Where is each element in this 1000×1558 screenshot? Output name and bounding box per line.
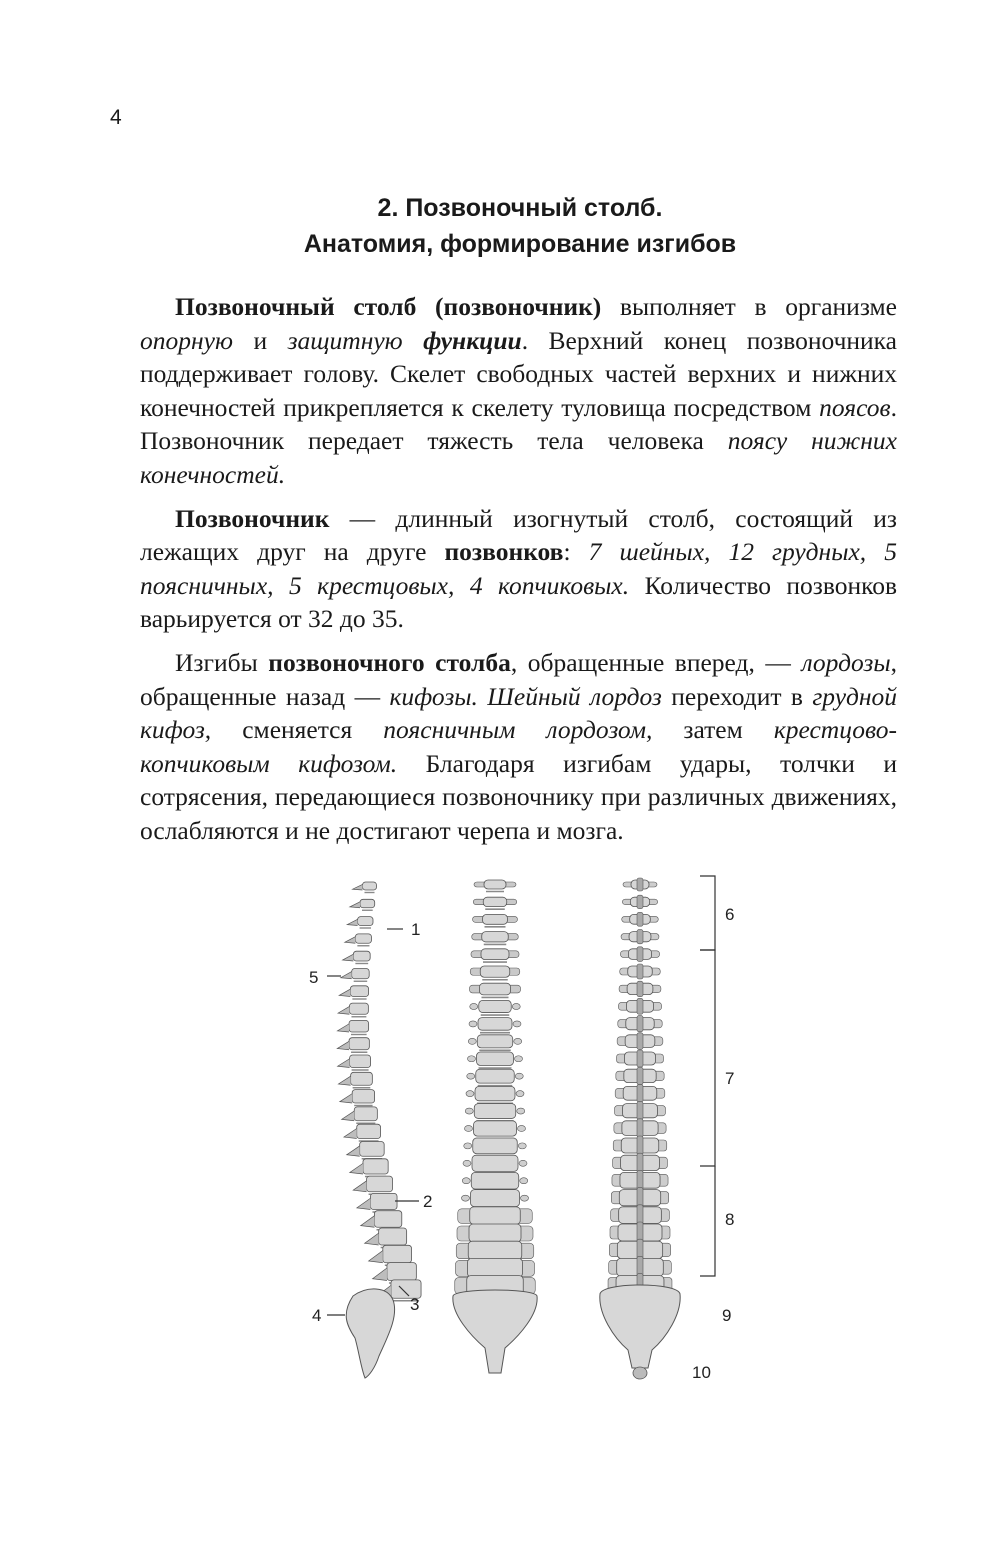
vertebra bbox=[465, 1121, 526, 1139]
vertebra bbox=[621, 930, 659, 944]
label-6: 6 bbox=[725, 905, 735, 924]
vertebra bbox=[352, 882, 376, 893]
emphasis: защитную bbox=[287, 325, 403, 355]
vertebra bbox=[462, 1172, 528, 1191]
vertebra bbox=[353, 1176, 392, 1194]
text: . Позвоночник передает тяжесть тела человека bbox=[140, 392, 897, 456]
sacrum-anterior bbox=[453, 1290, 537, 1373]
vertebra bbox=[345, 934, 372, 946]
term: Позвоночный столб (позвоночник) bbox=[175, 292, 602, 321]
emphasis: поясничным лордозом, bbox=[383, 715, 653, 745]
vertebra bbox=[339, 986, 368, 999]
emphasis: поясов bbox=[819, 392, 891, 422]
vertebra bbox=[613, 1136, 667, 1155]
vertebra bbox=[466, 1086, 524, 1103]
vertebra bbox=[465, 1104, 525, 1121]
spine-lateral-view bbox=[337, 882, 421, 1378]
vertebra bbox=[350, 1159, 388, 1177]
vertebra bbox=[613, 1153, 668, 1172]
sacrum-lateral bbox=[346, 1289, 394, 1378]
paragraph-1 bbox=[140, 290, 897, 492]
vertebra bbox=[617, 1050, 664, 1067]
vertebra bbox=[615, 1102, 666, 1120]
vertebra bbox=[619, 981, 661, 996]
emphasis: функции bbox=[423, 325, 522, 355]
term: позвонков bbox=[444, 537, 564, 567]
vertebra bbox=[473, 914, 518, 926]
text: Изгибы bbox=[175, 647, 269, 677]
text: выполняет в организме bbox=[601, 292, 897, 321]
vertebra bbox=[342, 1107, 378, 1123]
term: Позвоночник bbox=[175, 503, 330, 533]
vertebra bbox=[470, 966, 520, 980]
vertebra bbox=[622, 895, 657, 908]
emphasis: кифозы. Шейный лордоз bbox=[389, 681, 662, 711]
paragraph-3 bbox=[140, 646, 897, 848]
vertebra bbox=[340, 1090, 375, 1106]
label-2: 2 bbox=[423, 1192, 433, 1211]
label-5: 5 bbox=[309, 968, 319, 987]
vertebra bbox=[618, 1016, 662, 1032]
vertebra bbox=[468, 1052, 523, 1068]
paragraph-2 bbox=[140, 502, 897, 636]
page-number: 4 bbox=[110, 106, 122, 129]
vertebra bbox=[623, 878, 657, 891]
text: затем bbox=[652, 715, 774, 745]
vertebra bbox=[471, 949, 519, 962]
vertebra bbox=[620, 964, 661, 979]
vertebra bbox=[467, 1069, 524, 1085]
vertebra bbox=[618, 998, 661, 1014]
sacrum-posterior bbox=[600, 1285, 680, 1368]
vertebra bbox=[473, 897, 517, 909]
vertebra bbox=[341, 969, 370, 982]
emphasis: лордозы bbox=[801, 647, 891, 677]
spine-posterior-view bbox=[600, 878, 680, 1379]
emphasis: крестцово-копчиковым кифозом. bbox=[140, 715, 897, 778]
vertebra bbox=[469, 1018, 521, 1033]
vertebra bbox=[337, 1020, 368, 1034]
heading-line-2: Анатомия, формирование изгибов bbox=[303, 230, 737, 258]
vertebra bbox=[470, 1000, 521, 1015]
text: : bbox=[563, 537, 589, 567]
vertebra bbox=[468, 1035, 522, 1051]
vertebra bbox=[615, 1084, 665, 1102]
text: — длинный изогнутый столб, состоящий из лежащих друг на друге bbox=[140, 503, 897, 567]
term: позвоночного столба bbox=[268, 647, 511, 677]
vertebra bbox=[470, 983, 521, 997]
text: . Верхний конец позвоночника поддерживает голову. Скелет свободных частей верхних и нижних конечностей прикрепляется к скелету туловища посредством bbox=[140, 325, 898, 422]
vertebra bbox=[337, 1038, 369, 1053]
spine-anterior-view bbox=[453, 880, 537, 1373]
text: Благодаря изгибам удары, толчки и сотрясения, передающиеся позвоночнику при различных движениях, ослабляются и не достигают черепа и мозга. bbox=[140, 748, 897, 845]
vertebra bbox=[347, 917, 373, 928]
vertebra bbox=[620, 947, 659, 962]
vertebra bbox=[614, 1119, 666, 1138]
label-8: 8 bbox=[725, 1210, 735, 1229]
label-7: 7 bbox=[725, 1069, 735, 1088]
vertebra bbox=[344, 1124, 381, 1141]
section-heading bbox=[140, 190, 900, 262]
spine-figure bbox=[295, 868, 765, 1398]
emphasis: опорную bbox=[140, 325, 233, 355]
spine-illustration bbox=[295, 868, 765, 1398]
vertebra bbox=[357, 1193, 397, 1212]
vertebra bbox=[365, 1228, 407, 1248]
term bbox=[423, 326, 522, 355]
text: сменяется bbox=[211, 715, 384, 745]
emphasis: 7 шейных, 12 грудных, 5 поясничных, 5 крестцовых, 4 копчиковых. bbox=[140, 537, 897, 600]
vertebra bbox=[347, 1142, 385, 1159]
text: и bbox=[232, 325, 288, 355]
vertebra bbox=[617, 1033, 663, 1050]
vertebra bbox=[612, 1170, 668, 1190]
emphasis: грудной кифоз, bbox=[140, 681, 897, 745]
vertebra bbox=[462, 1190, 529, 1210]
vertebra bbox=[463, 1155, 527, 1174]
label-4: 4 bbox=[312, 1306, 322, 1325]
heading-line-1: 2. Позвоночный столб. bbox=[377, 194, 663, 222]
vertebra bbox=[338, 1003, 368, 1017]
vertebra bbox=[464, 1138, 527, 1156]
vertebra bbox=[472, 932, 519, 945]
label-10: 10 bbox=[692, 1363, 711, 1382]
emphasis: поясу нижних конечностей. bbox=[140, 426, 897, 489]
vertebra bbox=[361, 1211, 402, 1230]
vertebra bbox=[622, 912, 659, 926]
label-1: 1 bbox=[411, 920, 421, 939]
label-3: 3 bbox=[410, 1295, 420, 1314]
vertebra bbox=[343, 951, 371, 963]
vertebra bbox=[350, 899, 375, 910]
vertebra bbox=[338, 1055, 371, 1070]
body-text bbox=[140, 290, 897, 848]
vertebra bbox=[616, 1067, 664, 1084]
text: , обращенные вперед, — bbox=[510, 647, 802, 677]
text bbox=[403, 326, 424, 355]
text: переходит в bbox=[661, 681, 813, 711]
vertebra bbox=[474, 880, 516, 892]
text: , обращенные назад — bbox=[140, 647, 897, 711]
label-9: 9 bbox=[722, 1306, 732, 1325]
coccyx bbox=[633, 1367, 647, 1379]
vertebra bbox=[338, 1072, 372, 1087]
text: Количество позвонков варьируется от 32 до 35. bbox=[140, 570, 897, 634]
